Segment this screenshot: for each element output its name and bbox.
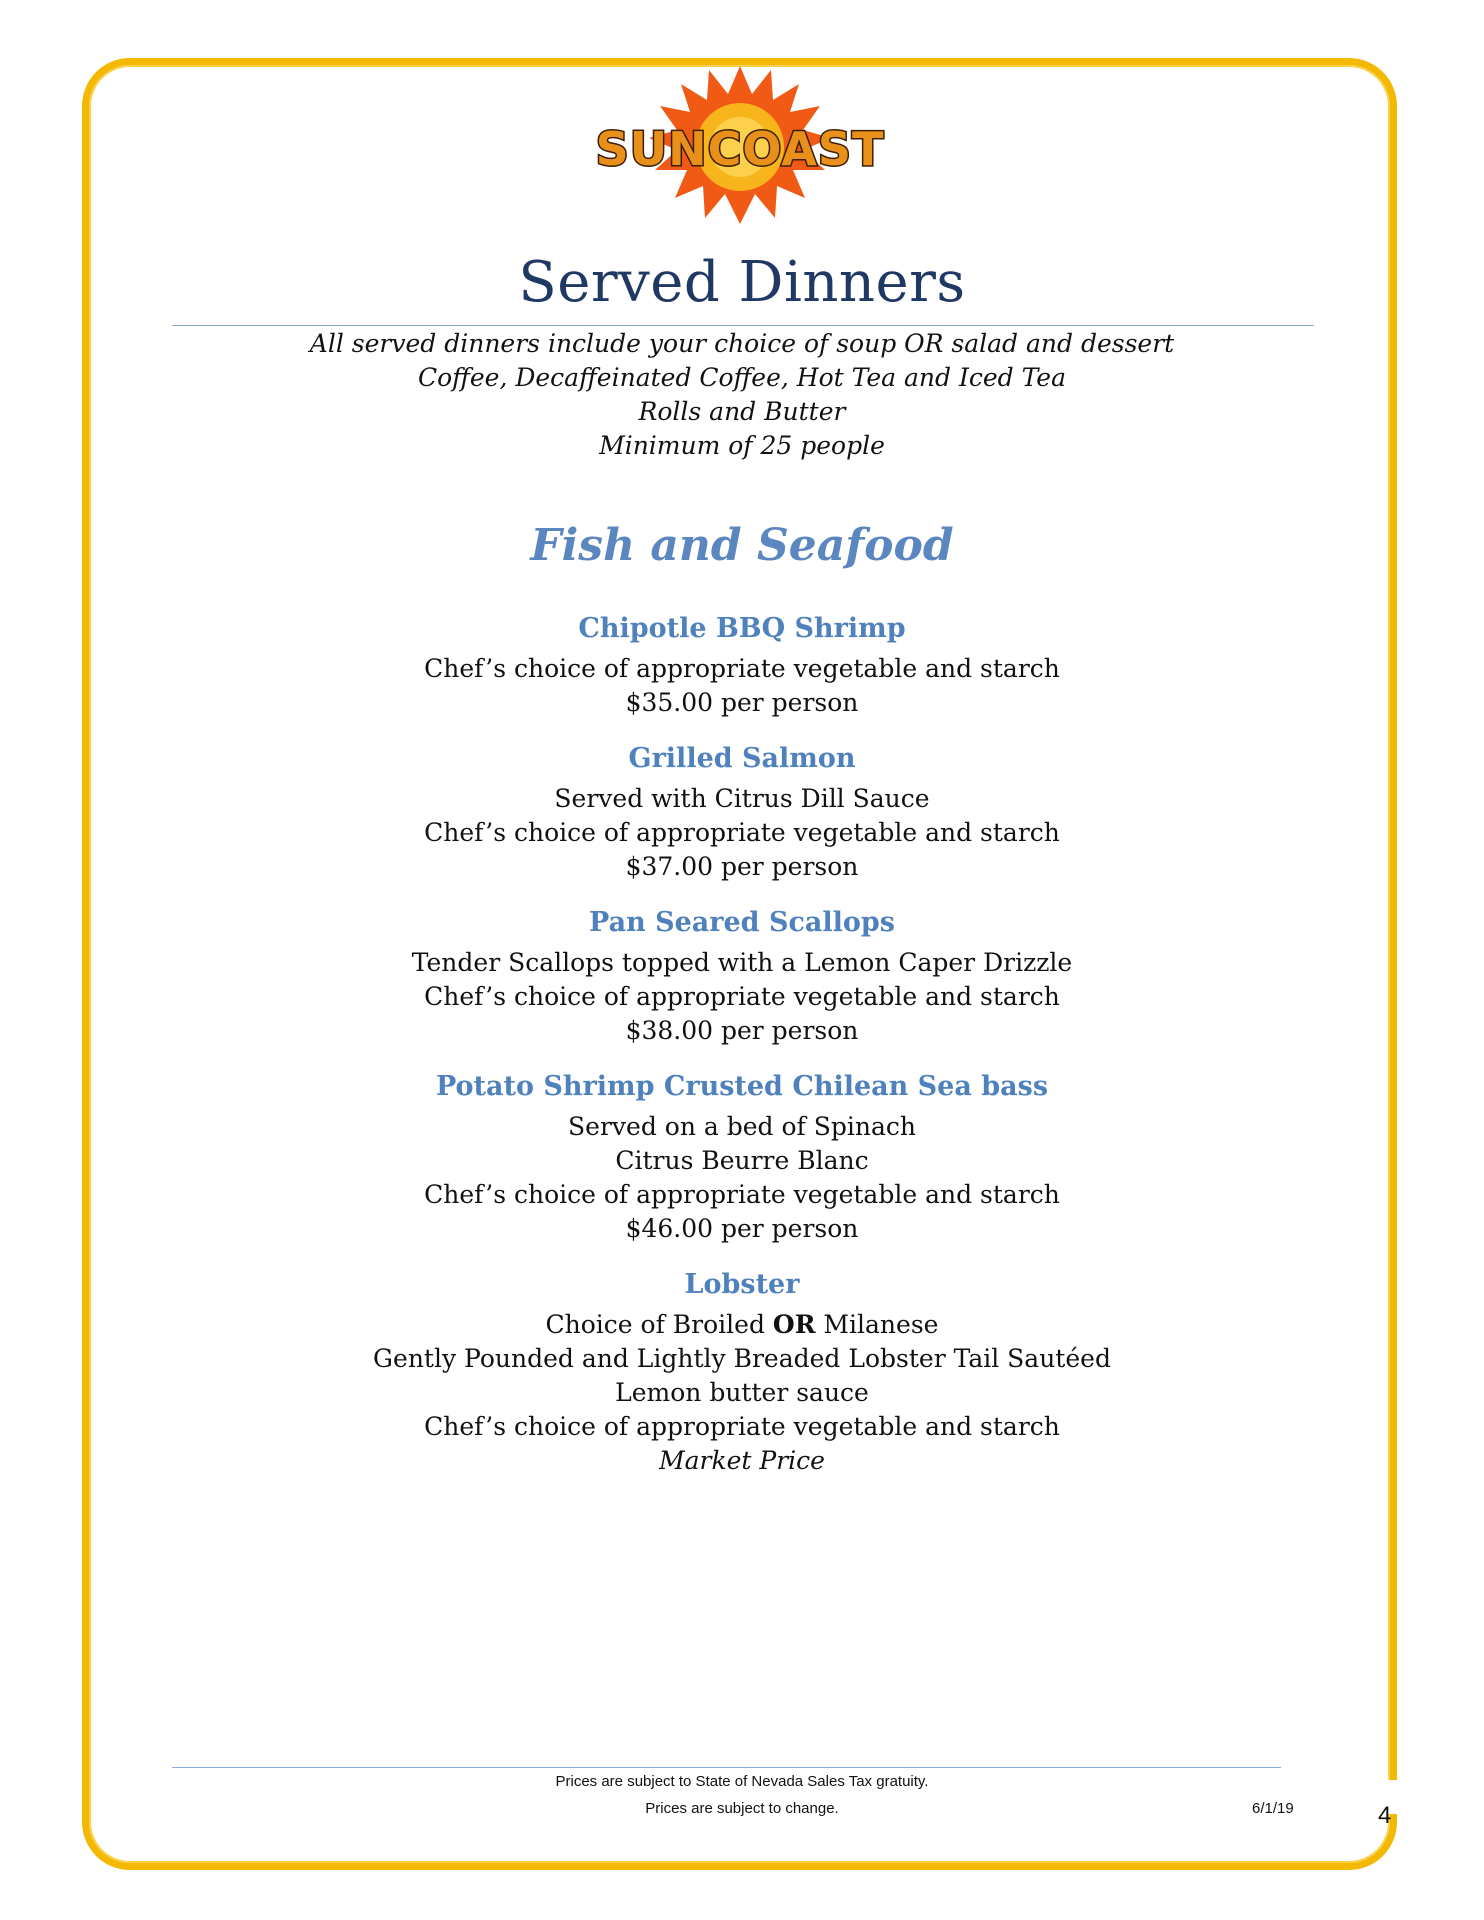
- menu-item-line: Citrus Beurre Blanc: [615, 1146, 869, 1175]
- footer-tax-note: Prices are subject to State of Nevada Sales Tax gratuity.: [555, 1773, 929, 1790]
- menu-item-line: Chef’s choice of appropriate vegetable and starch: [424, 654, 1060, 683]
- menu-item-choice: [0, 1308, 1484, 1342]
- page-title: Served Dinners: [518, 250, 966, 315]
- menu-item: [0, 1266, 1484, 1478]
- menu-item: [0, 740, 1484, 884]
- menu-item-price: $38.00 per person: [625, 1016, 859, 1045]
- menu-item-line: Served with Citrus Dill Sauce: [554, 784, 930, 813]
- menu-item: [0, 904, 1484, 1048]
- menu-item-name: Grilled Salmon: [628, 743, 856, 774]
- section-title: Fish and Seafood: [530, 520, 954, 571]
- logo-text: SUNCOAST: [595, 122, 885, 176]
- intro-line: All served dinners include your choice of soup OR salad and dessert: [309, 329, 1175, 358]
- menu-item-name: Lobster: [684, 1269, 800, 1300]
- menu-item-line: Chef’s choice of appropriate vegetable and starch: [424, 818, 1060, 847]
- page-number: 4: [1378, 1802, 1392, 1829]
- intro-line: Coffee, Decaffeinated Coffee, Hot Tea and Iced Tea: [417, 363, 1067, 392]
- menu-item-price: $46.00 per person: [625, 1214, 859, 1243]
- menu-item: [0, 610, 1484, 720]
- intro-block: [0, 327, 1484, 463]
- menu-item-price: $37.00 per person: [625, 852, 859, 881]
- menu-item: [0, 1068, 1484, 1246]
- menu-item-name: Potato Shrimp Crusted Chilean Sea bass: [435, 1071, 1049, 1102]
- menu-items: [0, 610, 1484, 1498]
- menu-item-line: Gently Pounded and Lightly Breaded Lobster Tail Sautéed: [373, 1344, 1111, 1373]
- footer-date: 6/1/19: [1252, 1800, 1294, 1817]
- intro-line: Rolls and Butter: [638, 397, 846, 426]
- choice-text: Choice of Broiled: [545, 1310, 773, 1339]
- menu-item-name: Pan Seared Scallops: [589, 907, 895, 938]
- suncoast-logo: [585, 62, 895, 232]
- footer-change-note: Prices are subject to change.: [645, 1800, 839, 1817]
- menu-item-line: Chef’s choice of appropriate vegetable and starch: [424, 1412, 1060, 1441]
- choice-text: Milanese: [815, 1310, 939, 1339]
- title-divider: [172, 325, 1314, 326]
- menu-item-price: $35.00 per person: [625, 688, 859, 717]
- intro-line: Minimum of 25 people: [599, 431, 885, 460]
- menu-item-line: Tender Scallops topped with a Lemon Caper Drizzle: [411, 948, 1073, 977]
- menu-item-name: Chipotle BBQ Shrimp: [578, 613, 906, 644]
- menu-item-line: Served on a bed of Spinach: [568, 1112, 916, 1141]
- menu-item-line: Chef’s choice of appropriate vegetable and starch: [424, 982, 1060, 1011]
- footer-divider: [172, 1767, 1281, 1768]
- menu-item-price: Market Price: [659, 1446, 825, 1475]
- choice-or: OR: [772, 1310, 816, 1339]
- menu-item-line: Lemon butter sauce: [615, 1378, 869, 1407]
- menu-item-line: Chef’s choice of appropriate vegetable and starch: [424, 1180, 1060, 1209]
